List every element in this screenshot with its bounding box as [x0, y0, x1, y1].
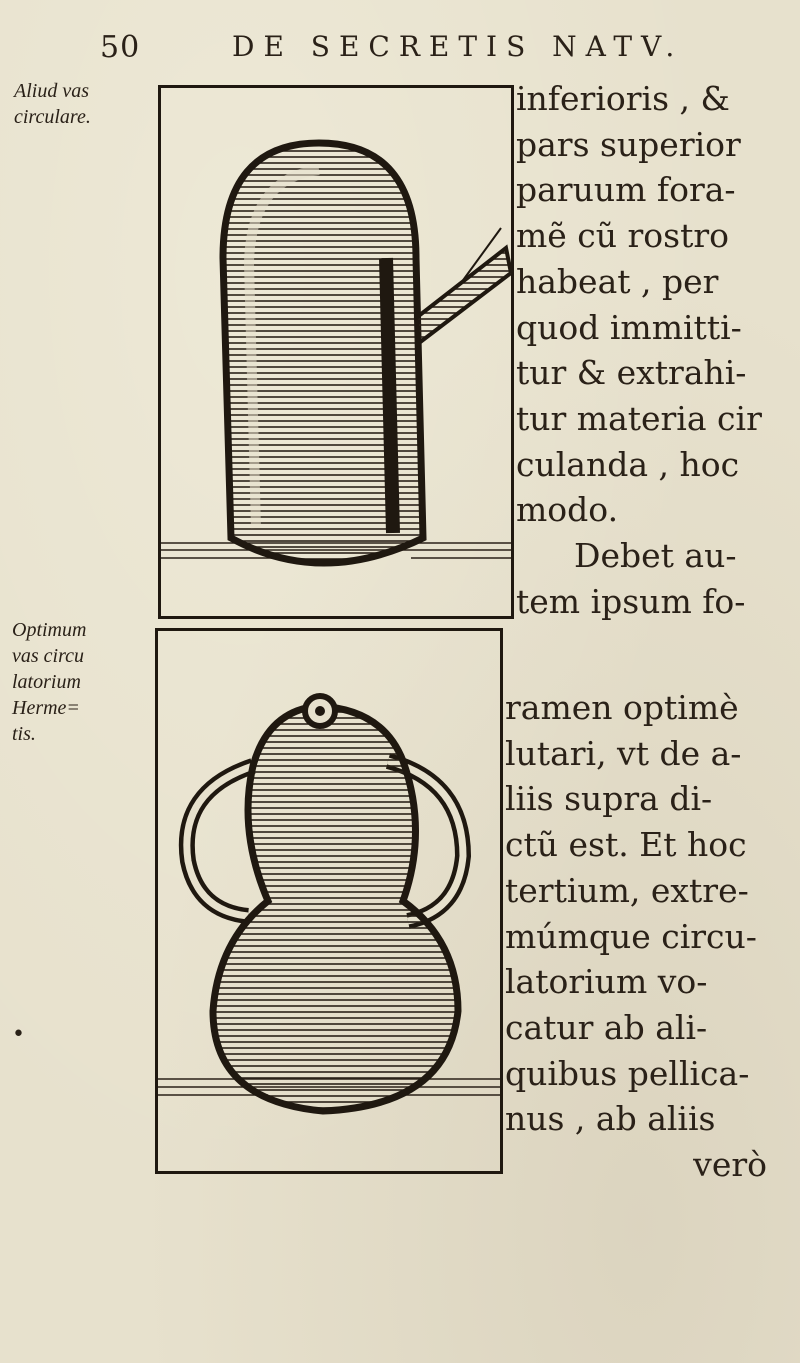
margin-note-aliud-vas	[14, 78, 91, 130]
margin-ink-dot: •	[12, 1022, 25, 1047]
text-line: Debet au-	[574, 536, 737, 576]
figure2-illustration	[158, 631, 500, 1171]
body-text-lower	[505, 685, 775, 1188]
text-line: ramen optimè	[505, 688, 739, 727]
margin-note-line: Herme=	[12, 697, 80, 719]
text-line: modo.	[516, 490, 619, 530]
text-line: nus , ab aliis	[505, 1099, 716, 1139]
figure1-illustration	[161, 88, 511, 616]
margin-note-optimum-vas	[12, 617, 86, 747]
text-line: catur ab ali-	[505, 1007, 708, 1047]
catchword: verò	[693, 1145, 767, 1185]
margin-note-line: latorium	[12, 671, 81, 693]
text-line: paruum fora-	[516, 170, 736, 210]
margin-note-line: circulare.	[14, 106, 91, 128]
text-line: tem ipsum fo-	[516, 581, 746, 621]
running-title: DE SECRETIS NATV.	[232, 30, 684, 63]
text-line: liis supra di-	[505, 779, 713, 819]
text-line: pars superior	[516, 124, 741, 164]
text-line: quod immitti-	[516, 307, 742, 347]
text-line: inferioris , &	[516, 79, 730, 118]
page-number: 50	[100, 30, 141, 65]
margin-note-line: Aliud vas	[14, 80, 89, 102]
margin-note-line: vas circu	[12, 645, 85, 667]
woodcut-figure-vessel-with-beak	[158, 85, 514, 619]
text-line: habeat , per	[516, 261, 719, 301]
body-text-upper	[516, 76, 778, 624]
woodcut-figure-vessel-of-hermes	[155, 628, 503, 1174]
margin-note-line: Optimum	[12, 619, 87, 641]
text-line: tertium, extre-	[505, 870, 749, 910]
text-line: ctũ est. Et hoc	[505, 825, 747, 865]
text-line: culanda , hoc	[516, 444, 740, 484]
text-line: múmque circu-	[505, 916, 757, 956]
text-line: latorium vo-	[505, 962, 708, 1002]
text-line: tur materia cir	[516, 398, 762, 438]
text-line: quibus pellica-	[505, 1053, 750, 1093]
text-line: mẽ cũ rostro	[516, 216, 730, 256]
margin-note-line: tis.	[12, 723, 36, 745]
text-line: lutari, vt de a-	[505, 733, 742, 773]
text-line: tur & extrahi-	[516, 353, 747, 393]
